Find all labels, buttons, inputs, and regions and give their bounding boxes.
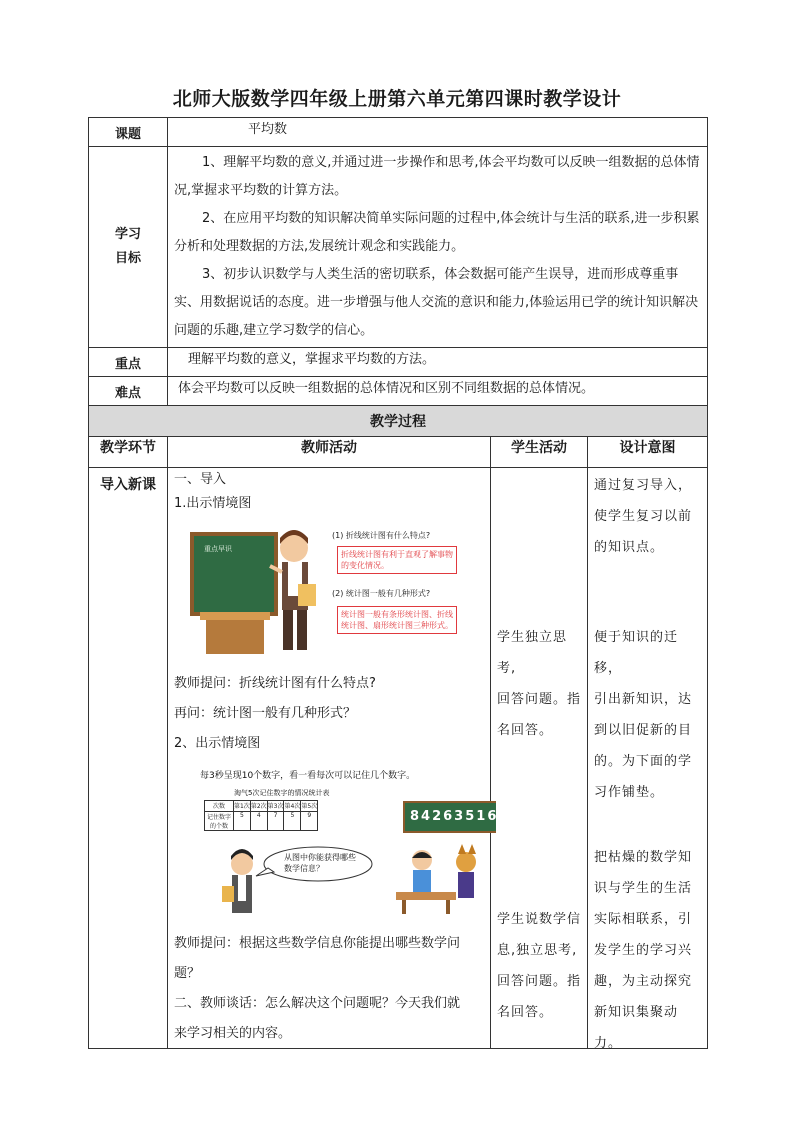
- teacher-question-2: 再问：统计图一般有几种形式？: [174, 706, 357, 721]
- topic-row: [89, 118, 708, 147]
- page-title: 北师大版数学四年级上册第六单元第四课时教学设计: [172, 88, 622, 110]
- header-student: 学生活动: [491, 437, 588, 468]
- stat-head-4: 第4次: [284, 801, 301, 812]
- intent-1-line-2: 使学生复习以前: [594, 509, 693, 524]
- speech-line-1: 从图中你能获得哪些: [284, 853, 356, 862]
- review-answer-2: [337, 606, 457, 634]
- teacher-question-1: 教师提问：折线统计图有什么特点?: [174, 676, 376, 691]
- stage-label: 导入新课: [89, 468, 168, 1049]
- review-answer-1: [337, 546, 457, 574]
- header-intent: 设计意图: [588, 437, 708, 468]
- review-answer-2-line2: 统计图、扇形统计图三种形式。: [341, 621, 453, 630]
- goal-item-1: 1、理解平均数的意义,并通过进一步操作和思考,体会平均数可以反映一组数据的总体情况,掌握求平均数的计算方法。: [174, 155, 700, 198]
- stat-head-0: 次数: [205, 801, 234, 812]
- intent-3-line-5: 趣，为主动探究: [594, 974, 693, 989]
- student-2-line-2: 息,独立思考,: [497, 943, 578, 958]
- difficulty-value: 体会平均数可以反映一组数据的总体情况和区别不同组数据的总体情况。: [168, 377, 708, 406]
- review-question-2: (2) 统计图一般有几种形式?: [332, 589, 431, 598]
- review-answer-1-line1: 折线统计图有利于直观了解事物: [341, 550, 453, 559]
- topic-value: 平均数: [168, 118, 708, 147]
- teacher-line-1: 一、导入: [174, 472, 227, 487]
- teacher-talk-b: 来学习相关的内容。: [174, 1026, 292, 1041]
- review-illustration: [190, 526, 480, 656]
- stat-value-5: 9: [301, 812, 318, 831]
- header-teacher: 教师活动: [168, 437, 491, 468]
- student-activity-1: [497, 622, 583, 746]
- teacher-question-3b: 题？: [174, 966, 201, 981]
- stat-value-1: 5: [234, 812, 251, 831]
- review-answer-2-line1: 统计图一般有条形统计图、折线: [341, 610, 453, 619]
- student-2-line-3: 回答问题。指: [497, 974, 582, 989]
- goals-label-line2: 目标: [114, 251, 141, 266]
- speech-bubble: [284, 852, 356, 874]
- teacher-activity: [168, 468, 521, 1049]
- student-activity: [491, 468, 588, 1049]
- section-title: 教学过程: [89, 406, 708, 437]
- header-stage: 教学环节: [89, 437, 168, 468]
- intent-3-line-1: 把枯燥的数学知: [594, 850, 693, 865]
- intent-3-line-3: 实际相联系，引: [594, 912, 693, 927]
- board-text: 重点早识: [204, 545, 232, 553]
- stat-value-4: 5: [284, 812, 301, 831]
- intent-3: [594, 842, 703, 1059]
- review-answer-1-line2: 的变化情况。: [341, 561, 389, 570]
- key-value: 理解平均数的意义，掌握求平均数的方法。: [168, 348, 708, 377]
- goal-item-2: 2、在应用平均数的知识解决简单实际问题的过程中,体会统计与生活的联系,进一步积累分析和处理数据的方法,发展统计观念和实践能力。: [174, 211, 700, 254]
- intent-3-line-2: 识与学生的生活: [594, 881, 693, 896]
- section-row: [89, 406, 708, 437]
- goal-item-3: 3、初步认识数学与人类生活的密切联系，体会数据可能产生误导，进而形成尊重事实、用数据说话的态度。进一步增强与他人交流的意识和能力,体验运用已学的统计知识解决问题的乐趣,建立学习数学的信心。: [174, 267, 699, 338]
- teacher-line-3: 2、出示情境图: [174, 736, 261, 751]
- student-1-line-2: 回答问题。指: [497, 692, 582, 707]
- teacher-line-2: 1.出示情境图: [174, 496, 252, 511]
- student-2-line-4: 名回答。: [497, 1005, 554, 1020]
- design-intent: [588, 468, 708, 1049]
- stat-value-3: 7: [267, 812, 284, 831]
- stat-head-3: 第3次: [267, 801, 284, 812]
- intent-2-line-5: 习作铺垫。: [594, 785, 665, 800]
- intent-3-line-6: 新知识集聚动力。: [594, 1005, 679, 1051]
- stat-head-2: 第2次: [250, 801, 267, 812]
- goals-label-line1: 学习: [114, 227, 141, 242]
- process-row-intro: [89, 468, 708, 1049]
- speech-line-2: 数学信息？: [284, 864, 324, 873]
- goals-row: [89, 147, 708, 348]
- student-activity-2: [497, 904, 583, 1028]
- intent-1: [594, 470, 703, 563]
- intent-2-line-1: 便于知识的迁移，: [594, 630, 679, 676]
- intent-1-line-1: 通过复习导入，: [594, 478, 693, 493]
- classroom-scene-icon: [196, 768, 496, 918]
- goals-label: [89, 147, 168, 348]
- memory-caption: 每3秒呈现10个数字，看一看每次可以记住几个数字。: [200, 771, 416, 781]
- memory-table-title: 淘气5次记住数字的情况统计表: [234, 789, 330, 797]
- student-1-line-1: 学生独立思考,: [497, 630, 568, 676]
- intent-2: [594, 622, 703, 808]
- stat-head-1: 第1次: [234, 801, 251, 812]
- intent-2-line-4: 的。为下面的学: [594, 754, 693, 769]
- intent-2-line-3: 到以旧促新的目: [594, 723, 693, 738]
- teacher-talk-a: 二、教师谈话：怎么解决这个问题呢？今天我们就: [174, 996, 461, 1011]
- teacher-question-3a: 教师提问：根据这些数学信息你能提出哪些数学问: [174, 936, 461, 951]
- intent-1-line-3: 的知识点。: [594, 540, 665, 555]
- intent-3-line-4: 发学生的学习兴: [594, 943, 693, 958]
- student-1-line-3: 名回答。: [497, 723, 554, 738]
- process-header-row: [89, 437, 708, 468]
- stat-row-label: 记住数字的个数: [205, 812, 234, 831]
- lesson-table: [88, 117, 708, 1049]
- key-row: [89, 348, 708, 377]
- goals-content: [168, 147, 708, 348]
- stat-value-2: 4: [250, 812, 267, 831]
- stat-head-5: 第5次: [301, 801, 318, 812]
- memory-illustration: [196, 768, 521, 918]
- topic-label: 课题: [89, 118, 168, 147]
- difficulty-label: 难点: [89, 377, 168, 406]
- review-question-1: (1) 折线统计图有什么特点?: [332, 531, 431, 540]
- student-2-line-1: 学生说数学信: [497, 912, 582, 927]
- key-label: 重点: [89, 348, 168, 377]
- board-digits: 8426351693: [410, 809, 521, 824]
- intent-2-line-2: 引出新知识，达: [594, 692, 693, 707]
- difficulty-row: [89, 377, 708, 406]
